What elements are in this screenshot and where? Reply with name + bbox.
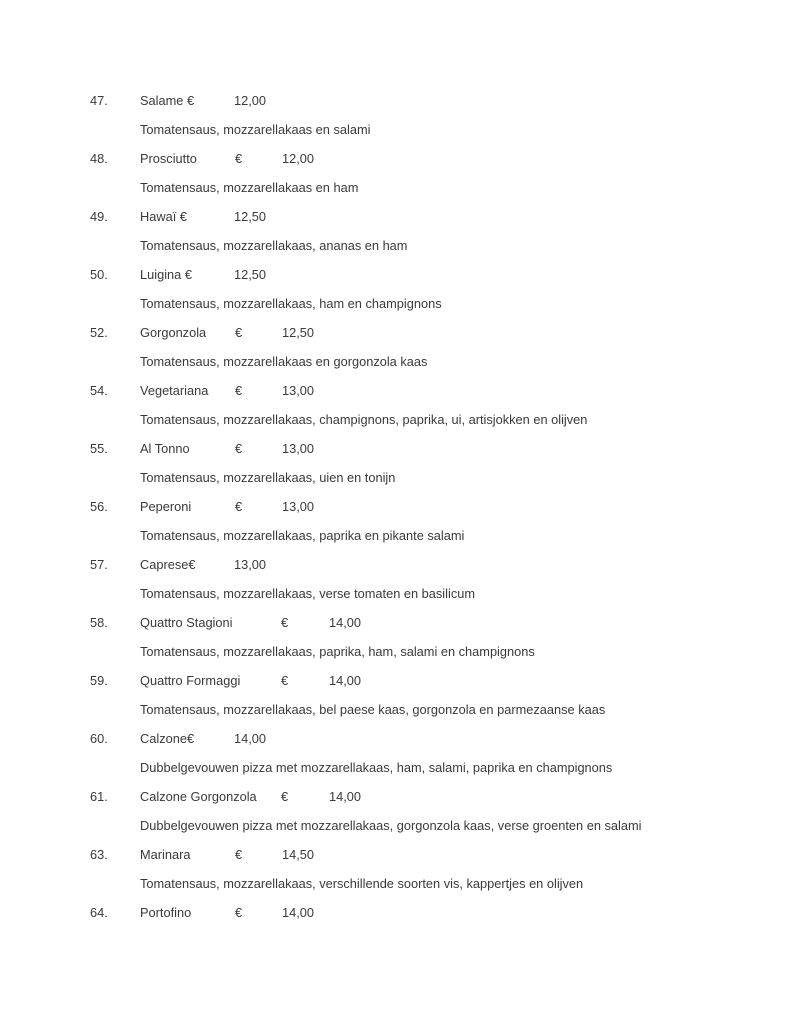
menu-item bbox=[0, 492, 791, 550]
currency-symbol: € bbox=[235, 441, 243, 456]
menu-item-number: 63. bbox=[90, 847, 108, 862]
menu-item-description-row bbox=[0, 231, 791, 260]
menu-item-description-row bbox=[0, 405, 791, 434]
menu-item-title-row bbox=[0, 202, 791, 231]
currency-symbol: € bbox=[281, 615, 289, 630]
menu-item-price: 14,00 bbox=[234, 731, 267, 746]
menu-item-description-row bbox=[0, 753, 791, 782]
menu-item-name: Peperoni bbox=[140, 499, 192, 514]
menu-item-price: 13,00 bbox=[234, 557, 267, 572]
menu-item-name: Quattro Formaggi bbox=[140, 673, 241, 688]
menu-item bbox=[0, 434, 791, 492]
currency-symbol: € bbox=[235, 383, 243, 398]
menu-item-description: Tomatensaus, mozzarellakaas en ham bbox=[140, 180, 359, 195]
menu-item-number: 52. bbox=[90, 325, 108, 340]
menu-item bbox=[0, 86, 791, 144]
menu-item-description: Tomatensaus, mozzarellakaas, uien en tonijn bbox=[140, 470, 396, 485]
menu-item-description: Tomatensaus, mozzarellakaas, bel paese kaas, gorgonzola en parmezaanse kaas bbox=[140, 702, 606, 717]
menu-item-number: 56. bbox=[90, 499, 108, 514]
menu-item-price: 12,00 bbox=[282, 151, 315, 166]
menu-item-title-row bbox=[0, 318, 791, 347]
menu-item-title-row bbox=[0, 550, 791, 579]
menu-item-title-row bbox=[0, 434, 791, 463]
menu-item-price: 12,50 bbox=[234, 267, 267, 282]
menu-item bbox=[0, 782, 791, 840]
menu-item-price: 13,00 bbox=[282, 441, 315, 456]
menu-item-price: 14,50 bbox=[282, 847, 315, 862]
menu-item-description-row bbox=[0, 347, 791, 376]
menu-item bbox=[0, 318, 791, 376]
menu-item bbox=[0, 260, 791, 318]
menu-item-description: Tomatensaus, mozzarellakaas en gorgonzola kaas bbox=[140, 354, 428, 369]
menu-item-description: Dubbelgevouwen pizza met mozzarellakaas, gorgonzola kaas, verse groenten en salami bbox=[140, 818, 642, 833]
menu-item-name: Salame € bbox=[140, 93, 195, 108]
menu-item bbox=[0, 608, 791, 666]
menu-item bbox=[0, 898, 791, 927]
menu-item-description-row bbox=[0, 115, 791, 144]
menu-item-price: 12,00 bbox=[234, 93, 267, 108]
menu-item-description-row bbox=[0, 463, 791, 492]
menu-item-number: 60. bbox=[90, 731, 108, 746]
currency-symbol: € bbox=[281, 789, 289, 804]
menu-item-number: 48. bbox=[90, 151, 108, 166]
menu-item bbox=[0, 202, 791, 260]
menu-item-list bbox=[0, 86, 791, 927]
menu-item-title-row bbox=[0, 86, 791, 115]
menu-item-number: 61. bbox=[90, 789, 108, 804]
menu-item-name: Vegetariana bbox=[140, 383, 209, 398]
menu-item-description: Tomatensaus, mozzarellakaas, paprika en pikante salami bbox=[140, 528, 465, 543]
currency-symbol: € bbox=[235, 847, 243, 862]
menu-item-price: 14,00 bbox=[329, 673, 362, 688]
menu-item bbox=[0, 666, 791, 724]
menu-item-name: Luigina € bbox=[140, 267, 192, 282]
menu-item-number: 58. bbox=[90, 615, 108, 630]
menu-item-price: 14,00 bbox=[329, 789, 362, 804]
menu-item-price: 12,50 bbox=[282, 325, 315, 340]
menu-item-description-row bbox=[0, 173, 791, 202]
currency-symbol: € bbox=[281, 673, 289, 688]
menu-item-title-row bbox=[0, 260, 791, 289]
menu-item-name: Quattro Stagioni bbox=[140, 615, 233, 630]
menu-item-description: Tomatensaus, mozzarellakaas en salami bbox=[140, 122, 371, 137]
menu-item-number: 64. bbox=[90, 905, 108, 920]
menu-item-title-row bbox=[0, 898, 791, 927]
menu-item-price: 13,00 bbox=[282, 383, 315, 398]
menu-item-description-row bbox=[0, 521, 791, 550]
menu-item-description-row bbox=[0, 811, 791, 840]
menu-item-number: 57. bbox=[90, 557, 108, 572]
menu-item-price: 13,00 bbox=[282, 499, 315, 514]
menu-item-title-row bbox=[0, 840, 791, 869]
menu-item-title-row bbox=[0, 144, 791, 173]
menu-item bbox=[0, 376, 791, 434]
menu-item-name: Marinara bbox=[140, 847, 191, 862]
menu-item-name: Portofino bbox=[140, 905, 192, 920]
currency-symbol: € bbox=[235, 499, 243, 514]
currency-symbol: € bbox=[235, 151, 243, 166]
menu-item-price: 14,00 bbox=[282, 905, 315, 920]
menu-item-name: Calzone€ bbox=[140, 731, 195, 746]
menu-item-description: Tomatensaus, mozzarellakaas, paprika, ham, salami en champignons bbox=[140, 644, 535, 659]
menu-item-title-row bbox=[0, 376, 791, 405]
menu-item bbox=[0, 840, 791, 898]
menu-item-description: Tomatensaus, mozzarellakaas, champignons, paprika, ui, artisjokken en olijven bbox=[140, 412, 588, 427]
menu-item-number: 49. bbox=[90, 209, 108, 224]
menu-item-name: Hawaï € bbox=[140, 209, 187, 224]
menu-item-number: 47. bbox=[90, 93, 108, 108]
menu-item-title-row bbox=[0, 608, 791, 637]
menu-item-price: 14,00 bbox=[329, 615, 362, 630]
menu-item-number: 50. bbox=[90, 267, 108, 282]
menu-item-description-row bbox=[0, 289, 791, 318]
menu-item-name: Prosciutto bbox=[140, 151, 197, 166]
menu-item bbox=[0, 144, 791, 202]
menu-item-title-row bbox=[0, 724, 791, 753]
menu-item-description-row bbox=[0, 869, 791, 898]
menu-item-name: Al Tonno bbox=[140, 441, 190, 456]
menu-item-name: Calzone Gorgonzola bbox=[140, 789, 257, 804]
menu-item-description: Tomatensaus, mozzarellakaas, ham en champignons bbox=[140, 296, 442, 311]
menu-item-description-row bbox=[0, 695, 791, 724]
currency-symbol: € bbox=[235, 905, 243, 920]
menu-item bbox=[0, 724, 791, 782]
menu-item-description: Dubbelgevouwen pizza met mozzarellakaas, ham, salami, paprika en champignons bbox=[140, 760, 613, 775]
menu-item bbox=[0, 550, 791, 608]
menu-item-description: Tomatensaus, mozzarellakaas, ananas en ham bbox=[140, 238, 408, 253]
menu-item-description-row bbox=[0, 579, 791, 608]
currency-symbol: € bbox=[235, 325, 243, 340]
menu-item-price: 12,50 bbox=[234, 209, 267, 224]
menu-item-title-row bbox=[0, 782, 791, 811]
menu-item-description: Tomatensaus, mozzarellakaas, verschillende soorten vis, kappertjes en olijven bbox=[140, 876, 584, 891]
menu-item-description: Tomatensaus, mozzarellakaas, verse tomaten en basilicum bbox=[140, 586, 476, 601]
menu-item-number: 54. bbox=[90, 383, 108, 398]
menu-item-number: 59. bbox=[90, 673, 108, 688]
menu-item-name: Caprese€ bbox=[140, 557, 196, 572]
menu-item-title-row bbox=[0, 492, 791, 521]
menu-item-description-row bbox=[0, 637, 791, 666]
menu-item-number: 55. bbox=[90, 441, 108, 456]
menu-item-title-row bbox=[0, 666, 791, 695]
menu-item-name: Gorgonzola bbox=[140, 325, 207, 340]
